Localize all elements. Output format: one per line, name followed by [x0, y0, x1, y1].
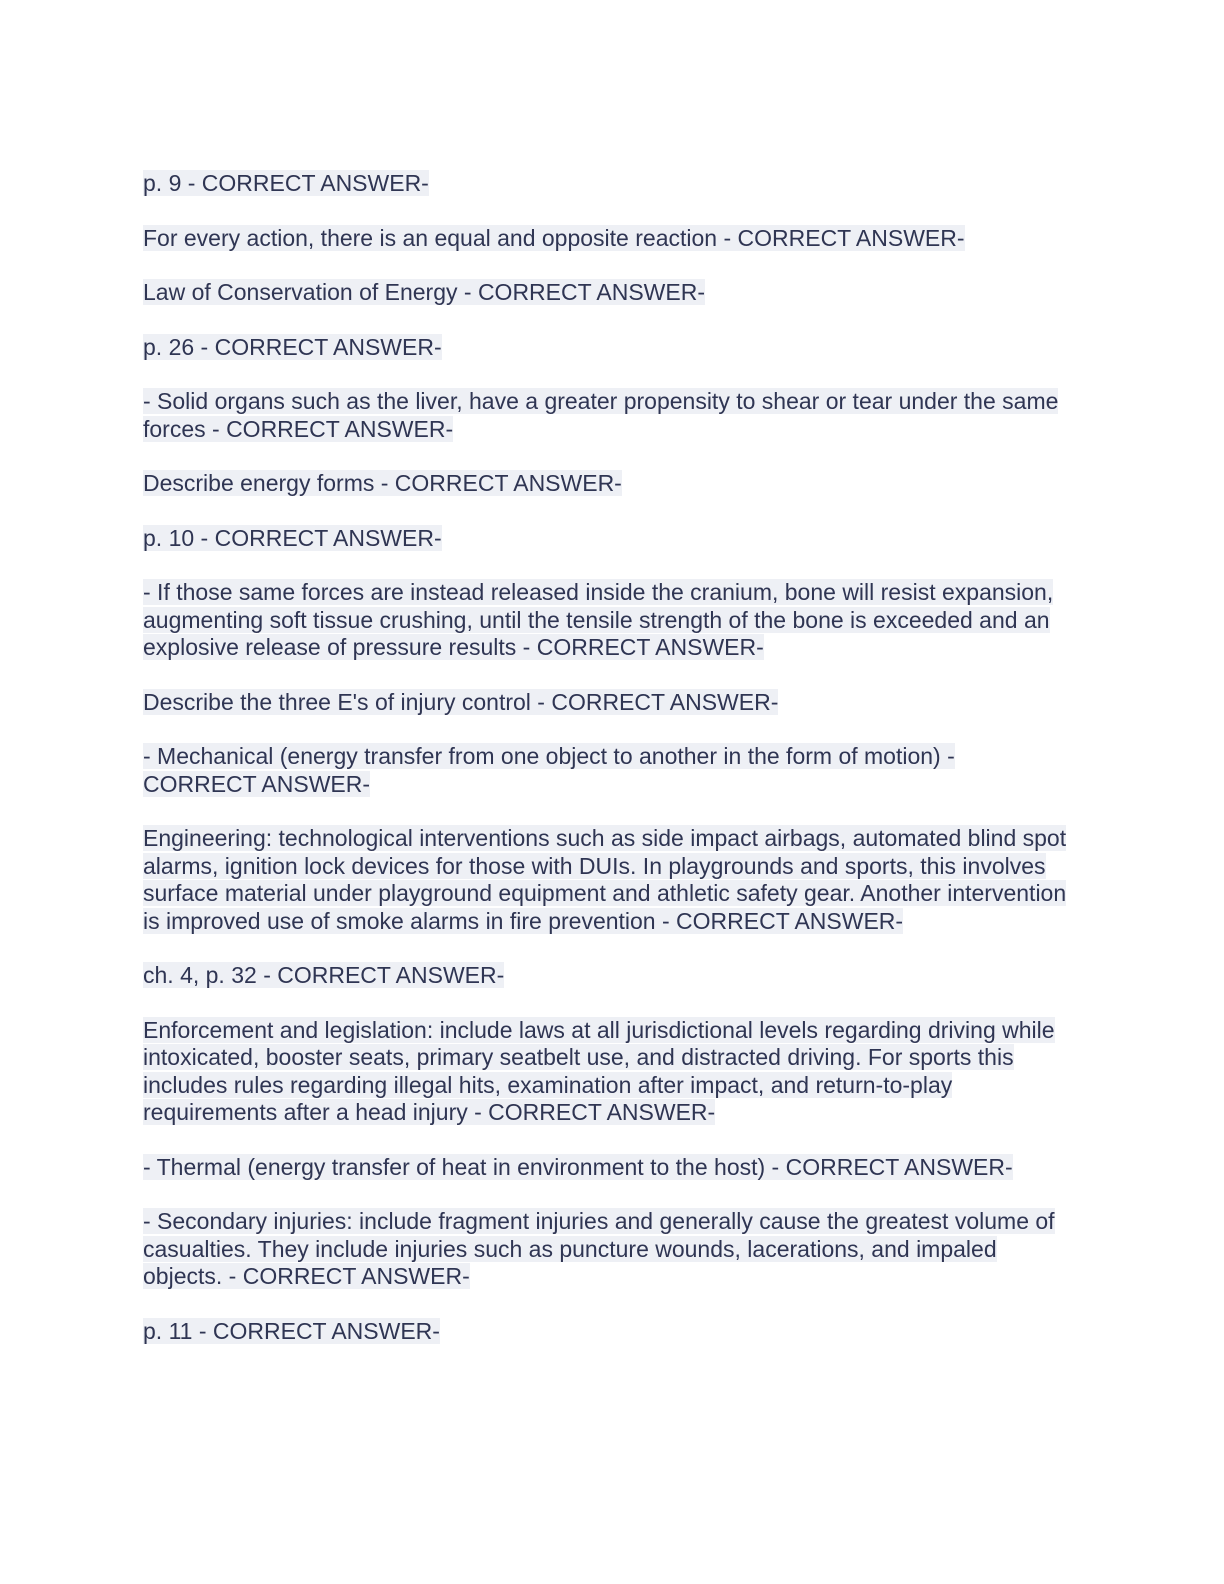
entry-text: p. 10 - CORRECT ANSWER- — [143, 524, 442, 551]
flashcard-entry — [143, 1154, 1073, 1182]
flashcard-entry — [143, 962, 1073, 990]
flashcard-entry — [143, 170, 1073, 198]
entry-text: Law of Conservation of Energy - CORRECT ANSWER- — [143, 279, 705, 305]
entry-text: Enforcement and legislation: include laws at all jurisdictional levels regarding driving while intoxicated, booster seats, primary seatbelt use, and distracted driving. For sports this includes rules regarding illegal hits, examination after impact, and return-to-play requirements after a head injury - CORRECT ANSWER- — [143, 1016, 1055, 1125]
flashcard-entry — [143, 279, 1073, 307]
entry-text: - Solid organs such as the liver, have a greater propensity to shear or tear under the same forces - CORRECT ANSWER- — [143, 388, 1059, 442]
flashcard-entry — [143, 225, 1073, 253]
flashcard-entry — [143, 743, 1073, 798]
entry-text: - If those same forces are instead released inside the cranium, bone will resist expansion, augmenting soft tissue crushing, until the tensile strength of the bone is exceeded and an explosive release of pressure results - CORRECT ANSWER- — [143, 579, 1054, 660]
entry-text: For every action, there is an equal and opposite reaction - CORRECT ANSWER- — [143, 224, 965, 251]
entry-text: Describe the three E's of injury control - CORRECT ANSWER- — [143, 688, 779, 715]
entry-text: Engineering: technological interventions such as side impact airbags, automated blind spot alarms, ignition lock devices for those with DUIs. In playgrounds and sports, this involves surface material under playground equipment and athletic safety gear. Another intervention is improved use of smoke alarms in fire prevention - CORRECT ANSWER- — [143, 825, 1067, 934]
flashcard-entry — [143, 825, 1073, 935]
entry-text: p. 11 - CORRECT ANSWER- — [143, 1317, 440, 1344]
flashcard-entry — [143, 470, 1073, 498]
flashcard-entry — [143, 1318, 1073, 1346]
entry-text: p. 9 - CORRECT ANSWER- — [143, 170, 429, 196]
flashcard-entry — [143, 1017, 1073, 1127]
flashcard-entry — [143, 1208, 1073, 1291]
document-page — [143, 170, 1073, 1372]
entry-text: - Thermal (energy transfer of heat in environment to the host) - CORRECT ANSWER- — [143, 1153, 1013, 1180]
flashcard-entry — [143, 388, 1073, 443]
entry-text: Describe energy forms - CORRECT ANSWER- — [143, 470, 622, 496]
entry-text: p. 26 - CORRECT ANSWER- — [143, 333, 442, 360]
flashcard-entry — [143, 579, 1073, 662]
flashcard-entry — [143, 689, 1073, 717]
entry-text: - Secondary injuries: include fragment injuries and generally cause the greatest volume of casualties. They include injuries such as puncture wounds, lacerations, and impaled objects. - CORRECT ANSWER- — [143, 1208, 1055, 1289]
flashcard-entry — [143, 334, 1073, 362]
entry-text: - Mechanical (energy transfer from one object to another in the form of motion) - CORRECT ANSWER- — [143, 743, 955, 797]
entry-text: ch. 4, p. 32 - CORRECT ANSWER- — [143, 962, 505, 988]
flashcard-entry — [143, 525, 1073, 553]
